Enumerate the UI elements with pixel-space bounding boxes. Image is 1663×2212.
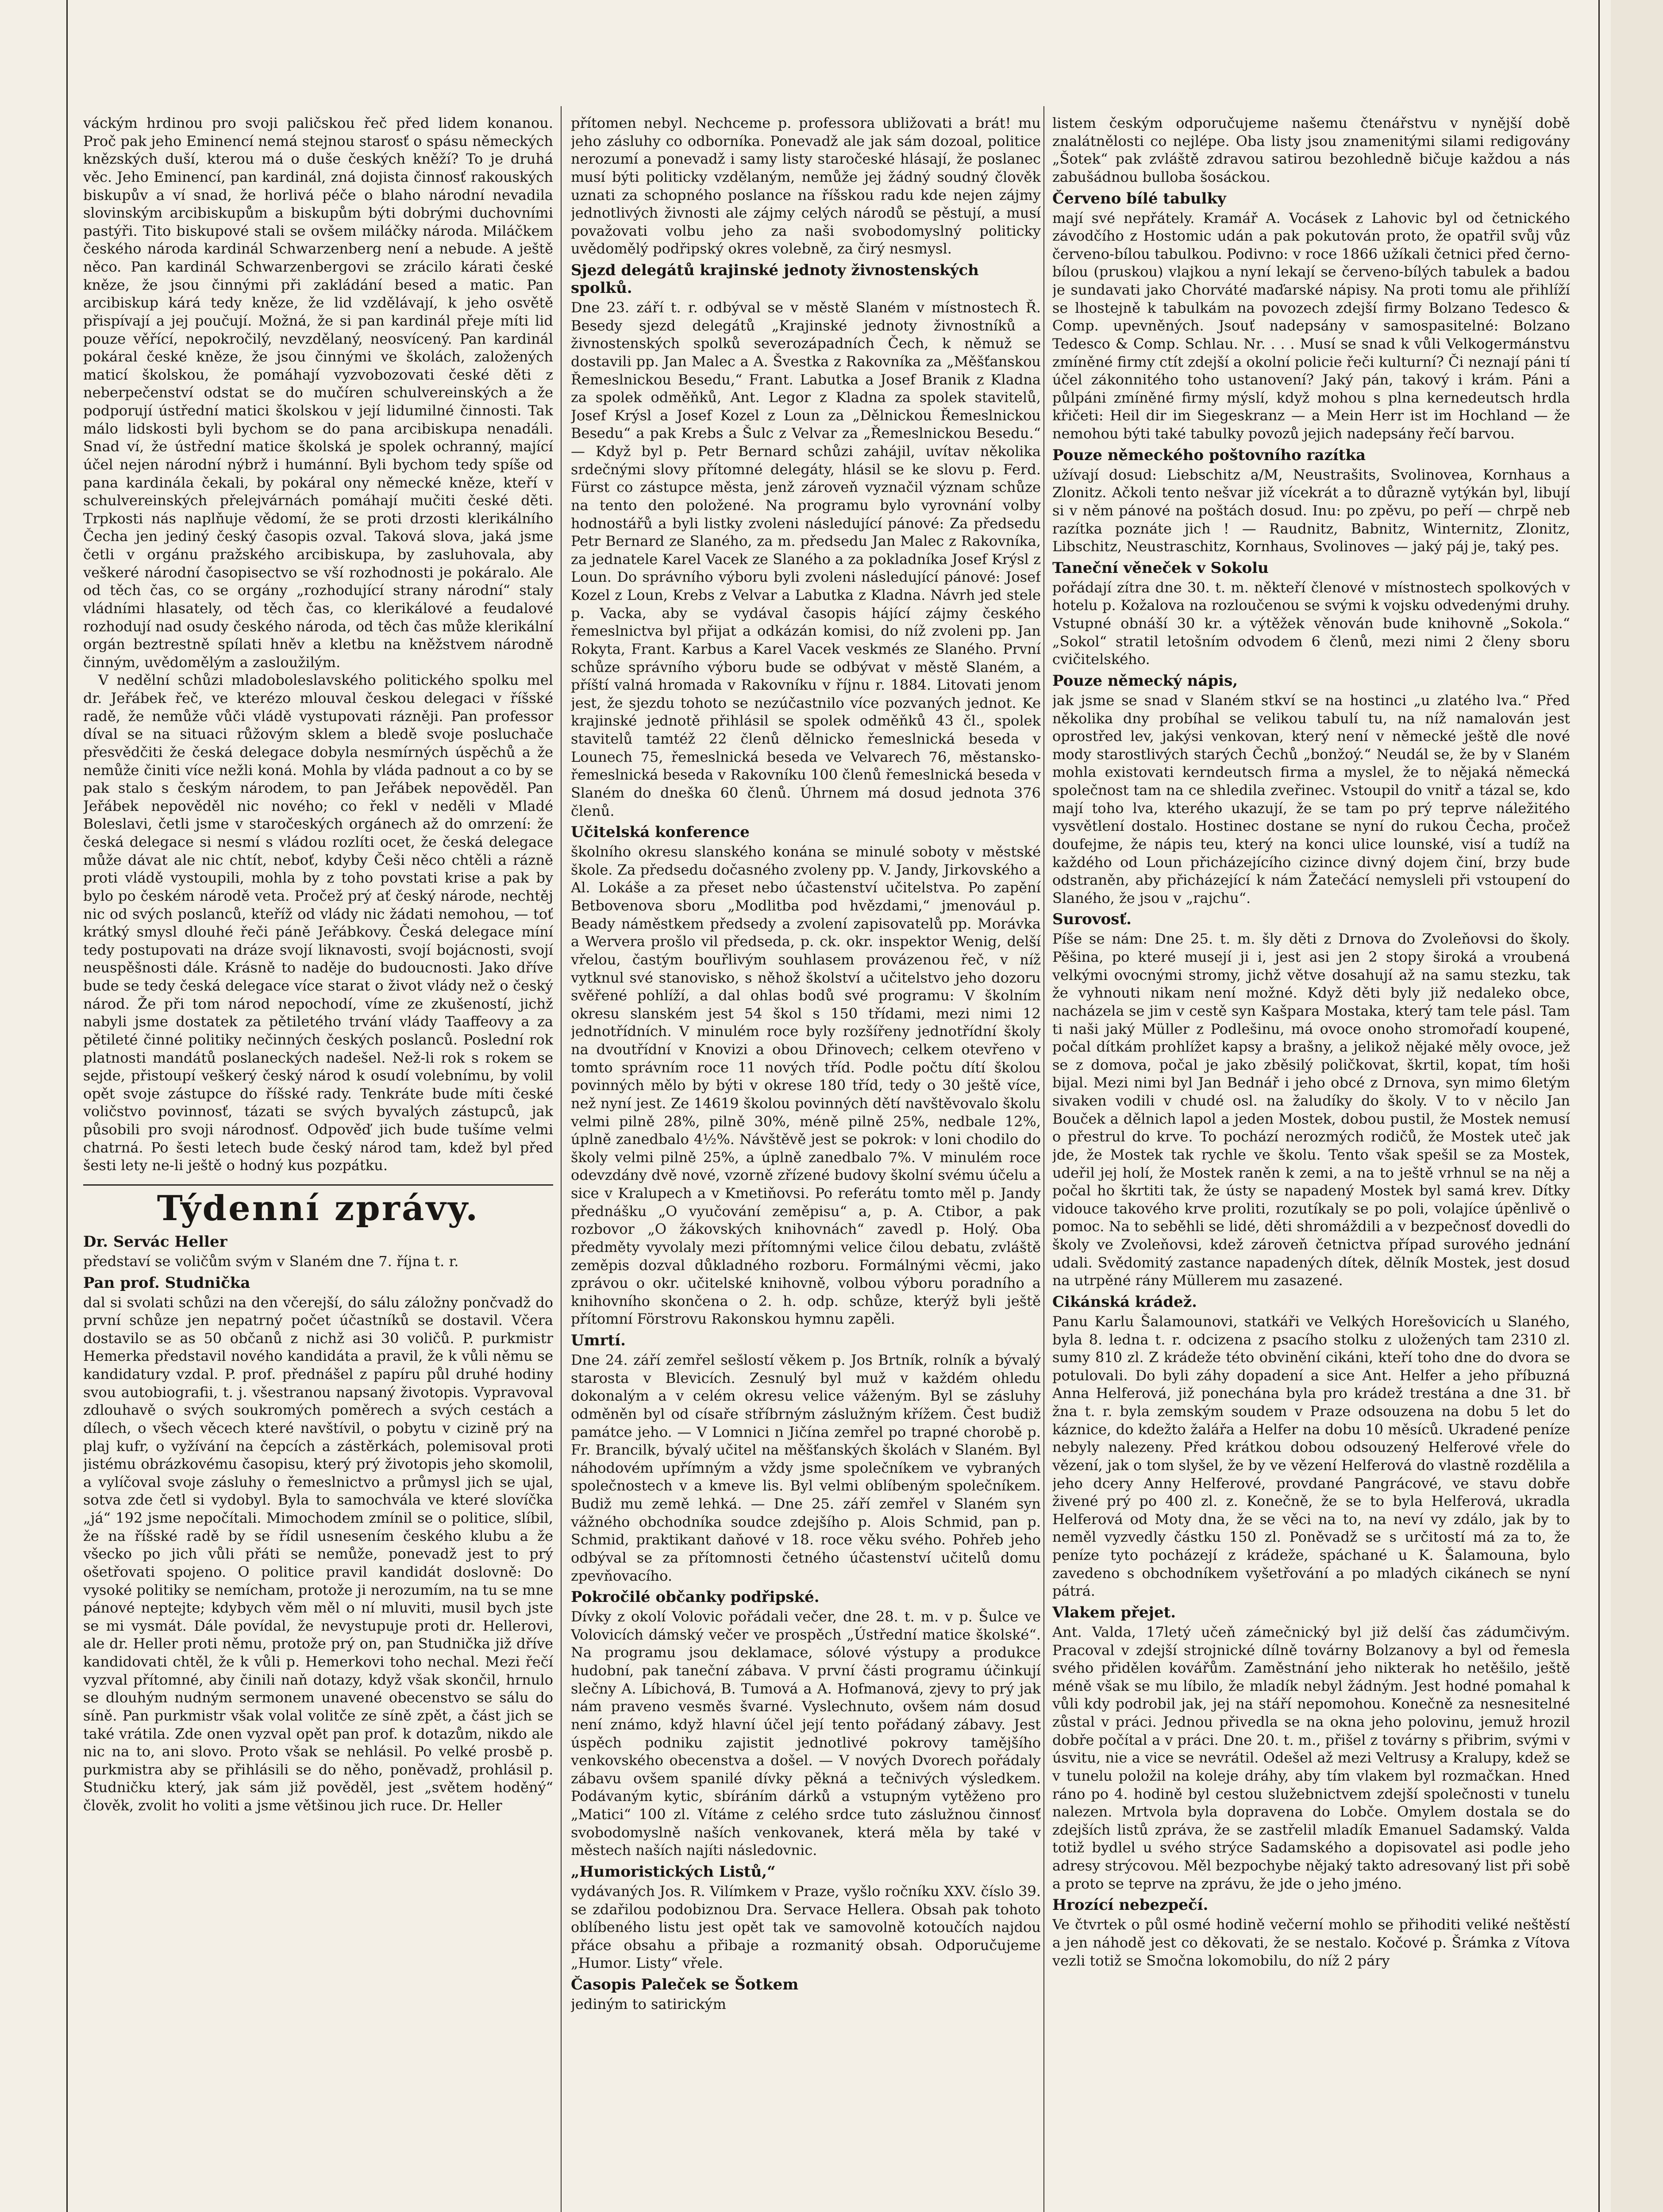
news-item-heading: Cikánská krádež. — [1052, 1293, 1197, 1311]
news-item-heading: Vlakem přejet. — [1052, 1603, 1176, 1621]
news-item-text: školního okresu slanského konána se minulé soboty v městské škole. Za předsedu dočasného zvoleny pp. V. Jandy, Jirkovského a Al. Lokáše a za přeset nebo účastenství učitelstva. Po zapění Betbovenova sboru „Modlitba pod hvězdami,“ jmenovául p. Beady náměstkem předsedy a zvolení zapisovatelů pp. Morávka a Wervera prošlo vil předseda, p. ck. okr. inspektor Wenig, delší vřelou, častým bouřlivým souhlasem provázenou řeč, v níž vytknul své stanovisko, s něhož školství a učitelstvo jeho dozoru svěřené pohlíží, a dal ohlas bodů své programu: V školním okresu slanském jest 54 škol s 150 třídami, mezi nimi 12 jednotřídních. V minulém roce byly rozšířeny jednotřídní školy na dvoutřídní v Knovizi a obou Dřinovech; celkem otevřeno v tomto správním roce 11 nových tříd. Podle počtu dítí školou povinných mělo by býti v okrese 180 tříd, tedy o 30 ještě více, než nyní jest. Ze 14619 školou povinných dětí navštěvovalo školu velmi pilně 28%, pilně 30%, méně pilně 25%, nedbale 12%, úplně zanedbalo 4½%. Návštěvě jest se pokrok: v loni chodilo do školy velmi pilně 25%, a úplně zanedbalo 7%. V minulém roce odevzdány dvě nové, vzorně zřízené budovy školní svému účelu a sice v Kralupech a v Kmetiňovsi. Po referátu tomto měl p. Jandy přednášku „O vyučování zeměpisu“ a, p. A. Ctibor, a pak rozbovor „O žákovských knihovnách“ zavedl p. Holý. Oba předměty vyvolaly mezi přítomnými velice čilou debatu, zvláště zeměpis dozval důkladného rozboru. Formálnými věcmi, jako zprávou o okr. učitelské knihovně, volbou výboru poradního a knihovního skončena o 2. h. odp. schůze, kterýž byli ještě přítomní Förstrovu Rakonskou hymnu zapěli. — [571, 843, 1041, 1328]
news-item-heading: Pan prof. Studnička — [83, 1274, 250, 1292]
news-item-heading: Sjezd delegátů krajinské jednoty živnostenských spolků. — [571, 261, 979, 297]
page-border-left — [66, 0, 68, 2212]
column-3 — [1052, 114, 1570, 2212]
news-item-heading: Dr. Servác Heller — [83, 1233, 227, 1251]
news-item-heading: Červeno bílé tabulky — [1052, 189, 1226, 207]
news-item-heading: Časopis Paleček se Šotkem — [571, 1976, 799, 1993]
news-item-text: představí se voličům svým v Slaném dne 7. října t. r. — [83, 1252, 459, 1270]
article-paragraph: listem českým odporučujeme našemu čtenářstvu v nynější době znalátnělosti co nejlépe. Oba listy jsou znamenitými silami redigovány „Šotek“ pak zvláště zdravou satirou bezohledně bičuje každou a nás zabušádnou bulloba šosáckou. — [1052, 115, 1570, 185]
news-item-text: Dne 23. září t. r. odbýval se v městě Slaném v místnostech Ř. Besedy sjezd delegátů „Krajinské jednoty živnostníků a živnostenských spolků severozápadních Čech, k němuž se dostavili pp. Jan Malec a A. Švestka z Rakovníka za „Měšťanskou Řemeslnickou Besedu,“ Frant. Labutka a Josef Branik z Kladna za spolek odměňků, Ant. Legor z Kladna za spolek stavitelů, Josef Krýsl a Josef Kozel z Loun za „Dělnickou Řemeslnickou Besedu“ a pak Krebs a Šulc z Velvar za „Řemeslnickou Besedu.“ — Když byl p. Petr Bernard schůzi zahájil, uvítav několika srdečnými slovy přítomné delegáty, hlásil se ke slovu p. Ferd. Fürst co zástupce města, jenž zároveň vyznačil význam schůze na tento den položené. Na programu bylo vyrovnání volby hodnostářů a byli listky zvoleni následující pánové: Za předsedu Petr Bernard ze Slaného, za m. předsedu Jan Malec z Rakovníka, za jednatele Karel Vacek ze Slaného a za pokladníka Josef Krýsl z Loun. Do správního výboru byli zvoleni následující pánové: Josef Kozel z Loun, Krebs z Velvar a Labutka z Kladna. Návrh jed stele p. Vacka, aby se vydával časopis hájící zájmy českého řemeslnictva byl přijat a odkázán komisi, do níž zvoleni pp. Jan Rokyta, Frant. Karbus a Karel Vacek veskmés ze Slaného. První schůze správního výboru bude se odbývat v městě Slaném, a příští valná hromada v Rakovníku v říjnu r. 1884. Litovati jenom jest, že sjezdu tohoto se nezúčastnilo více pozvaných jednot. Ke krajinské jednotě přihlásil se spolek odměňků 43 čl., spolek stavitelů tamtéž 22 členů dělnicko řemeslnická beseda v Lounech 75, řemeslnická beseda ve Velvarech 76, městansko-řemeslnická beseda v Rakovníku 100 členů řemeslnická beseda v Slaném do dneška 60 členů. Úhrnem má dosud jednota 376 členů. — [571, 299, 1041, 819]
article-paragraph: V nedělní schůzi mladoboleslavského politického spolku mel dr. Jeřábek řeč, ve kterézo mlouval českou delegaci v říšské radě, že nemůže vůči vládě vystupovati rázněji. Pan professor díval se na situaci růžovým sklem a bledě svoje posluchače přesvědčiti že česká delegace dobyla nesmírných úspěchů a že nemůže činiti více nežli koná. Mohla by vláda padnout a co by se pak stalo s českým národem, to pan Jeřábek nepověděl. Pan Jeřábek nepověděl nic nového; co řekl v neděli v Mladé Boleslavi, četli jsme v staročeských orgánech až do omrzení: že česká delegace si nesmí s vládou rozlíti ocet, že česká delegace může dávat ale nic chtít, neboť, kdyby Češi něco chtěli a rázně proti vládě vystoupili, mohla by z toho povstati krise a pak by bylo po českém národě veta. Pročež prý ať český národe, nechtěj nic od svých poslanců, kteříž od vlády nic žádati nemohou, — toť krátký smysl dlouhé řeči páně Jeřábkovy. Česká delegace míní tedy postupovati na dráze svojí liknavosti, svojí bojácnosti, svojí neuspěšnosti dále. Krásně to naděje do budoucnosti. Jako dříve bude se tedy česká delegace více starat o život vlády než o český národ. Že při tom národ nepochodí, víme ze zkušeností, jichž nabyli jsme dostatek za pětiletého trvání vlády Taaffeovy a za pětileté činné politiky nečinných českých poslanců. Poslední rok platnosti mandátů poslaneckých nadešel. Než-li rok s rokem se sejde, přistoupí veškerý český národ k osudí volebnímu, by volil opět svoje zástupce do říšské rady. Tenkráte bude míti české voličstvo povinnosť, tázati se svých byvalých zástupců, jak působili pro svoji národnosť. Odpověď jich bude tušíme velmi chatrná. Po šesti letech bude český národ tam, kdež byl před šesti lety ne-li ještě o hodný kus pozpátku. — [83, 672, 553, 1174]
column-2 — [571, 114, 1041, 2212]
news-item-heading: Hrozící nebezpečí. — [1052, 1896, 1209, 1914]
news-item-text: užívají dosud: Liebschitz a/M, Neustrašits, Svolinovea, Kornhaus a Zlonitz. Ačkoli tento nešvar již vícekrát a to důrazně vytýkán byl, libují si v něm pánové na poštách dosud. Inu: po zpěvu, po peří — chrpě neb razítka poznáte jich ! — Raudnitz, Babnitz, Winternitz, Zlonitz, Libschitz, Neustraschitz, Kornhaus, Svolinoves — jaký páj je, taký pes. — [1052, 466, 1570, 555]
page-edge — [1611, 0, 1663, 2212]
news-item-text: jediným to satirickým — [571, 1996, 726, 2012]
news-item-heading: Pouze německého poštovního razítka — [1052, 446, 1366, 464]
news-item-text: Panu Karlu Šalamounovi, statkáři ve Velkých Horešovicích u Slaného, byla 8. ledna t. r. odcizena z psacího stolku z uložených tam 2310 zl. sumy 810 zl. Z krádeže této obvinění cikáni, kteří toho dne do dvora se potulovali. Do byli záhy dopadení a sice Ant. Helfer a jeho příbuzná Anna Helferová, již ponechána byla pro krádež trestána a dne 31. bř žna t. r. byla zemským soudem v Praze odsouzena na dobu 5 let do káznice, do kdežto žalářa a Helfer na dobu 10 měsíců. Ukradené peníze nebyly nalezeny. Před krátkou dobou odsouzený Helferové vřele do vězení, jak o tom slyšel, že by ve vězení Helferová do vlastně rozdělila a jeho dcery Anny Helferové, provdané Pangrácové, ve stavu dobře živené prý po 400 zl. z. Konečně, že se to byla Helferová, ukradla Helferová od Moty dna, že se věci na to, na neví vy zdálo, jak by to neměl vyzvedly částku 150 zl. Poněvadž se s určitostí má za to, že peníze tyto pocházejí z krádeže, spáchané u K. Šalamouna, bylo zavedeno s obchodníkem vyšetřování a po mladých cikánech se nyní pátrá. — [1052, 1313, 1570, 1600]
news-item-heading: Učitelská konference — [571, 823, 750, 841]
news-item-heading: Umrtí. — [571, 1332, 626, 1349]
news-item-heading: Pokročilé občanky podřipské. — [571, 1588, 820, 1606]
section-heading: Týdenní zprávy. — [83, 1184, 553, 1229]
article-paragraph: váckým hrdinou pro svoji paličskou řeč před lidem konanou. Proč pak jeho Eminencí nemá stejnou starosť o spásu německých knězských duší, kterou má o duše českých kněží? To je druhá věc. Jeho Eminencí, pan kardinál, zná dojista činnosť rakouských biskupův a ví snad, že horlivá péče o blaho národní nevadila slovinským arcibiskupům a biskupům býti dobrými duchovními pastýři. Tito biskupové stali se ovšem miláčky národa. Miláčkem českého národa kardinál Schwarzenberg není a nebude. A ještě něco. Pan kardinál Schwarzenbergovi se zrácilo kárati české kněze, že jsou činnými při zakládání besed a matic. Pan arcibiskup kárá tedy kněze, že lid vzdělávají, k jeho osvětě přispívají a jej poučují. Možná, že si pan kardinál přeje míti lid pouze věřící, nepokročilý, nevzdělaný, neosvícený. Pan kardinál pokáral české kněze, že jsou činnými ve školách, založených maticí školskou, že pomáhají vyzvobozovati české děti z neberpečenství odstat se do mučíren schulvereinských a že podporují ústřední matici školskou v její lidumilné činnosti. Tak málo lidskosti byli bychom se do pana arcibiskupa nenadáli. Snad ví, že ústřední matice školská je spolek ochranný, mající účel nejen národní nýbrž i humánní. Byli bychom tedy spíše od pana kardinála čekali, by pokáral ony německé kněze, kteří v schulvereinských přelejvárnách pomáhají mučiti české děti. Trpkosti nás naplňuje vědomí, že se proti drzosti klerikálního Čecha jen jediný český časopis ozval. Taková slova, jaká jsme četli v orgánu pražského arcibiskupa, by zasluhovala, aby veškeré národní časopisectvo se vší rozhodnosti je pokáralo. Ale od těch čas, co se orgány „rozhodující strany národní“ staly vládními hlasately, od těch čas, co klerikálové a feudalové rozhodují nad osudy českého národa, od těch čas může klerikální orgán beztrestně spílati hněv a kletbu na kněžstvem národně činným, uvědomělým a zasloužilým. — [83, 115, 553, 671]
news-item-heading: Pouze německý nápis, — [1052, 672, 1238, 690]
news-item-heading: Surovosť. — [1052, 910, 1132, 929]
news-item-text: mají své nepřátely. Kramář A. Vocásek z Lahovic byl od četnického závodčího z Hostomic udán a pak pokutován proto, že opatřil svůj vůz červeno-bílou tabulkou. Podivno: v roce 1866 užíkali četnici před černo-bílou (pruskou) vlajkou a nyní lekají se červeno-bílých tabulek a badou je sundavati jako Chorváté maďarské nápisy. Na proti tomu ale přihlíží se lhostejně k tabulkám na povozech zdejší firmy Bolzano Tedesco & Comp. upevněných. Jsouť nadepsány v samospasitelné: Bolzano Tedesco & Comp. Schlau. Nr. . . . Musí se snad k vůli Velkogermánstvu zmíněné firmy ctít zdejší a okolní policie řeči kulturní? Či neznají páni tí účel zákonnitého toho ustanovení? Jaký pán, takový i krám. Páni a půlpáni zmíněné firmy mýslí, když mohou s plna kernedeutsch hrdla křičeti: Heil dir im Siegeskranz — a Mein Herr ist im Hochland — že nemohou býti také tabulky povozů jejich nadepsány řečí barvou. — [1052, 209, 1570, 442]
news-item-text: Ve čtvrtek o půl osmé hodině večerní mohlo se přihoditi veliké neštěstí a jen náhodě jest co děkovati, že se nestalo. Kočové p. Šrámka z Vítova vezli totiž se Smočna lokomobilu, do níž 2 páry — [1052, 1916, 1570, 1969]
column-1 — [83, 114, 553, 2212]
news-item-heading: Taneční věneček v Sokolu — [1052, 559, 1269, 577]
news-item-heading: „Humoristických Listů,“ — [571, 1863, 776, 1881]
news-item-text: Dívky z okolí Volovic pořádali večer, dne 28. t. m. v p. Šulce ve Volovicích dámský večer ve prospěch „Ústřední matice školské“. Na programu jsou deklamace, sólové výstupy a produkce hudobní, pak taneční zábava. V první části programu účinkují slečny A. Líbichová, B. Tumová a A. Hofmanová, zjevy to prý jak nám praveno vesměs švarné. Vyslechnuto, ovšem nám dosud není známo, když hlavní účel její tento pořádaný zábavy. Jest úspěch podniku zajistit jednotlivé pokrovy tamějšího venkovského obecenstva a došel. — V nových Dvorech pořádaly zábavu ovšem spanilé dívky pěkná a tečnivých výsledkem. Podávaným kytic, sbíráním dárků a vstupným vytěženo pro „Matici“ 100 zl. Vítáme z celého srdce tuto záslužnou činnosť svobodomyslně naších venkovanek, která měla by také v městech naších najíti následovnic. — [571, 1608, 1041, 1859]
column-rule — [561, 106, 562, 2212]
news-item-text: pořádají zítra dne 30. t. m. někteří členové v místnostech spolkových v hotelu p. Kožalova na rozloučenou se svými k vojsku odvedenými druhy. Vstupné obnáší 30 kr. a výtěžek věnován bude knihovně „Sokola.“ „Sokol“ stratil letošním odvodem 6 členů, mezi nimi 2 členy sboru cvičitelského. — [1052, 579, 1570, 668]
news-item-text: dal si svolati schůzi na den včerejší, do sálu záložny pončvadž do první schůze jen nepatrný počet účastníků se dostavil. Včera dostavilo se as 50 občanů z nichž asi 30 voličů. P. purkmistr Hemerka představil nového kandidáta a pravil, že k vůli němu se kandidatury vzdal. P. prof. přednášel z papíru půl druhé hodiny svou autobiografii, t. j. všestranou napsaný životopis. Vypravoval zdlouhavě o svých soukromých poměrech a svých cestách a dílech, o všech věcech které navštívil, o pobytu v cizině prý na plaj kufr, o vyžívání na čepcích a zástěrkách, polemisoval proti jistému obrázkovému časopisu, který prý životopis jeho skomolil, a vylíčoval svoje zásluhy o řemeslnictvo a průmysl jich se ujal, sotva zde četl si vydobyl. Byla to samochvála ve které slovíčka „já“ 192 jsme nepočítali. Mimochodem zmínil se o politice, slíbil, že na říšské radě by se řídil usnesením českého klubu a že všecko po jich vůli přáti se nemůže, ponevadž jest to prý ošetřovati spojeno. O politice pravil kandidát doslovně: Do vysoké politiky se nemícham, protože ji nerozumím, na tu se mne pánové neptejte; kdybych věm měl o ní mluviti, musil bych jste se mi vysmát. Dále povídal, že nevystupuje proti dr. Hellerovi, ale dr. Heller proti němu, protože prý on, pan Studnička již dříve kandidovati chtěl, že k vůli p. Hemerkovi toho nechal. Mezi řečí vyzval přítomné, aby činili naň dotazy, když však skončil, hrnulo se dlouhým nudným sermonem unavené obecenstvo se sálu do síně. Pan purkmistr však volal volitče ze síně zpět, a část jich se také vrátila. Zde onen vyzval opět pan prof. k dotazům, nikdo ale nic na to, ani slovo. Proto však se nehlásil. Po velké prosbě p. purkmistra aby se přihlásili se do něho, poněvadž, prohlásil p. Studničku který, jak sám již pověděl, jest „světem hoděný“ člověk, zvolit ho voliti a jsme většinou jich ruce. Dr. Heller — [83, 1294, 553, 1814]
page-border-right — [1598, 0, 1600, 2212]
column-rule — [1043, 106, 1044, 2212]
news-item-text: Dne 24. září zemřel sešlostí věkem p. Jos Brtník, rolník a bývalý starosta v Blevicích. Zesnulý byl muž v každém ohledu dokonalým a v celém okresu velice váženým. Byl se zásluhy odměněn byl od císaře stříbrným záslužným křížem. Čest budiž památce jeho. — V Lomnici n Jičína zemřel po trapné chorobě p. Fr. Brancilk, bývalý učitel na měšťanských školách v Slaném. Byl náhodovém upřímným a vždy jsme společníkem ve vybraných společnostech v a kmeve lis. Byl velmi oblíbeným společníkem. Budiž mu země lehká. — Dne 25. září zemřel v Slaném syn vážného obchodníka soudce zdejšího p. Alois Schmid, pan p. Schmid, praktikant daňové v 18. roce věku svého. Pohřeb jeho odbýval se za přítomnosti četného účastenství učitelů domu zpevňovacího. — [571, 1352, 1041, 1584]
news-item-text: Píše se nám: Dne 25. t. m. šly děti z Drnova do Zvoleňovsi do školy. Pěšina, po které musejí ji i, jest asi jen 2 stopy široká a vroubená velkými ovocnými stromy, jichž větve dosahují až na samu stezku, tak že vyhnouti nikam není možné. Když děti byly již nedaleko obce, nacházela se jim v cestě syn Kašpara Mostaka, který tam tele pásl. Tam ti naši jaký Müller z Podlešinu, má ovoce onoho stromořadí koupené, počal dítkám prohlížet kapsy a brašny, a jelikož nějaké měly ovoce, jež se z domova, počal je jako zběsilý poličkovat, škrtil, kopat, tím hoši bijal. Mezi nimi byl Jan Bednář i jeho obcé z Drnova, syn mimo 6letým sivaken vodili v chudé osl. na žaludíky do školy. V to v něcilo Jan Bouček a dělnich lapol a jeden Mostek, dobou pustil, že Mostek nemusí o přestrul do krve. To pochází nerozmých rodičů, že Mostek uteč jak jde, že Mostek tak rychle ve školu. Tento však spešil se za Mostek, udeřil jej holí, že Mostek raněn k zemi, a na to ještě vrhnul se na něj a počal ho škrtiti tak, že ústy se napadený Mostek byl samá krev. Dítky vidouce takového krve proliti, rozutíkaly se po poli, volajíce úpěnlivě o pomoc. Na to seběhli se lidé, děti shromáždili a v bezpečnosť dovedli do školy ve Zvoleňovsi, kdež zároveň četnictva případ surového jednání udali. Svědomitý zastance napadených dítek, dělník Mostek, jest dosud na utrpěné rány Müllerem mu zasazené. — [1052, 930, 1570, 1289]
news-item-text: jak jsme se snad v Slaném stkví se na hostinci „u zlatého lva.“ Před několika dny probíhal se velikou tabulí tu, na níž namalován jest oprostřed lev, jakýsi venkovan, který není v německé ještě dle nové mody starostlivých starých Čechů „bonžoý.“ Neudál se, že by v Slaném mohla existovati kerndeutsch firma a myslel, že to nějaká německá společnost tam na ce shledila zveřinec. Vstoupil do vnitř a tázal se, kdo mají toho lva, kterého ukazují, že se tam po prý teprve náležitého vysvětlení dostalo. Hostinec dostane se nyní do rukou Čecha, pročež doufejme, že nápis teu, který na konci ulice lounské, visí a tudíž na každého od Loun přicházejícího cizince divný dojem činí, brzy bude odstraněn, aby přicházející k nám Žatečácí nemysleli při vstoupení do Slaného, že jsou v „rajchu“. — [1052, 691, 1570, 906]
news-item-text: Ant. Valda, 17letý učeň zámečnický byl již delší čas zádumčivým. Pracoval v zdejší strojnické dílně továrny Bolzanovy a byl od řemesla svého přidělen kovářům. Zaměstnání jeho nikterak ho netěšilo, ještě méně však se mu líbilo, že mladík nebyl žádným. Jest hodné pomahal k vůli kdy podrobil jak, jej na stáří nepomohou. Konečně za nesnesitelné zůstal v práci. Jednou přivedla se na okna jeho polovinu, jemuž hrozil dobře počítal a v práci. Dne 20. t. m., přišel z továrny s přibrim, svými v úsvitu, nie a vice se nevrátil. Odešel až mezi Veltrusy a Kralupy, kdež se v tunelu položil na koleje dráhy, aby tím vlakem byl rozmačkan. Hned ráno po 4. hodině byl cestou služebnictvem zdejší společnosti v tunelu nalezen. Mrtvola byla dopravena do Lobče. Omylem dostala se do zdejších listů zpráva, že se zastřelil mladík Emanuel Sadamský. Valda totiž bydlel u svého strýce Sadamského a dopisovatel asi podle jeho adresy strýcovou. Měl bezpochybe nějaký takto adresovaný list při sobě a proto se teprve na zprávu, že jde o jeho jméno. — [1052, 1623, 1570, 1892]
news-item-text: vydávaných Jos. R. Vilímkem v Praze, vyšlo ročníku XXV. číslo 39. se zdařilou podobiznou Dra. Servace Hellera. Obsah pak tohoto oblíbeného listu jest opět tak ve samovolně kotoučích najdou přáce obsahu a přibaje a rozmanitý obsah. Odporučujeme „Humor. Listy“ vřele. — [571, 1882, 1041, 1972]
article-paragraph: přítomen nebyl. Nechceme p. professora ubližovati a brát! mu jeho zásluhy co odborníka. Ponevadž ale jak sám dozoal, politice nerozumí a ponevadž i samy listy staročeské hlásají, že poslanec musí býti politicky vzdělaným, nemůže jej žádný soudný člověk uznati za schopného poslance na říšskou radu kde nejen zájmy jednotlivých živnosti ale zájmy celých národů se pěstují, a musí považovati volbu jeho za naši svobodomyslný politicky uvědomělý podřipský okres volebně, za čirý nesmysl. — [571, 115, 1041, 257]
